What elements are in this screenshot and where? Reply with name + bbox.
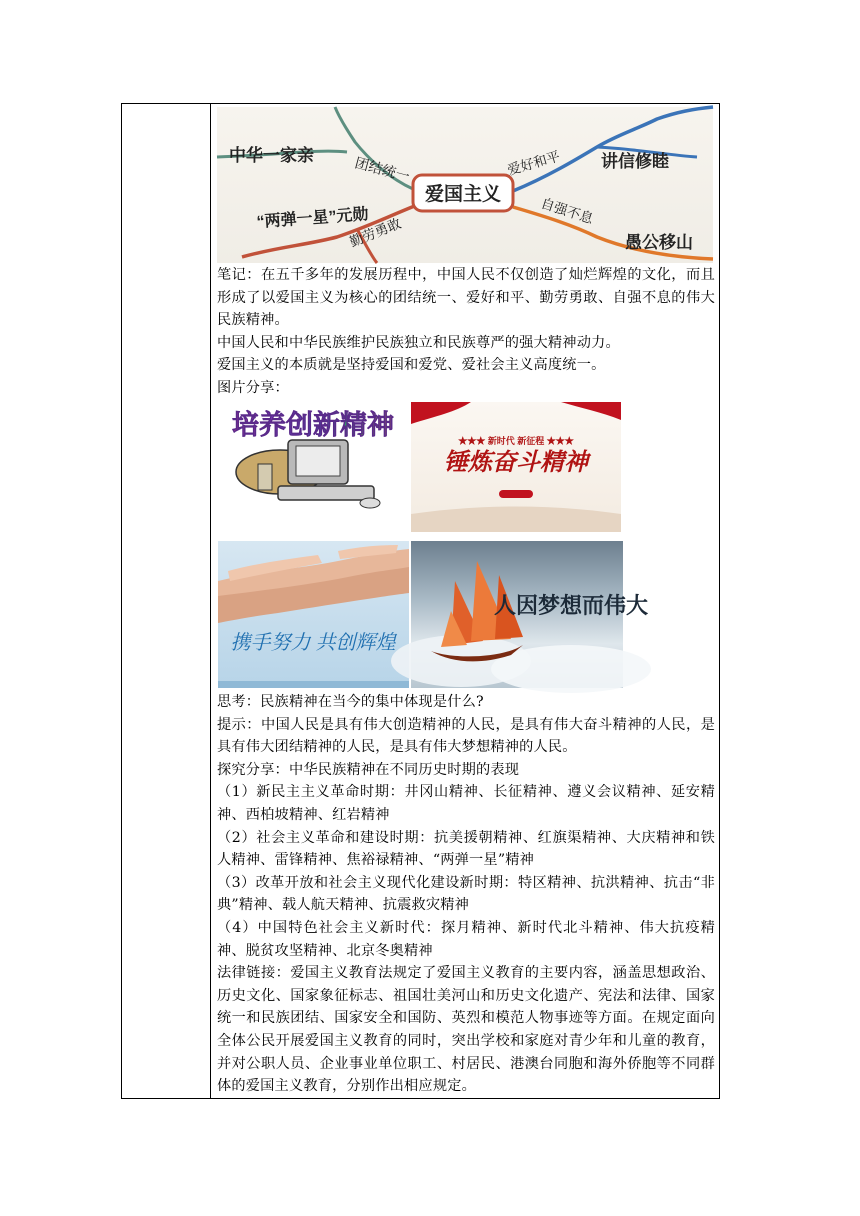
period-4: （4）中国特色社会主义新时代：探月精神、新时代北斗精神、伟大抗疫精神、脱贫攻坚精神、北京冬奥精神 (217, 919, 715, 959)
mindmap-graphic (217, 107, 713, 263)
struggle-subtitle: ★★★ 新时代 新征程 ★★★ (458, 436, 574, 446)
image-struggle (411, 402, 621, 532)
hint-paragraph: 提示：中国人民是具有伟大创造精神的人民，是具有伟大奋斗精神的人民，是具有伟大团结精神的人民，是具有伟大梦想精神的人民。 (217, 716, 715, 756)
note-paragraph: 笔记：在五千多年的发展历程中，中国人民不仅创造了灿烂辉煌的文化，而且形成了以爱国主义为核心的团结统一、爱好和平、勤劳勇敢、自强不息的伟大民族精神。 (217, 267, 715, 329)
image-innovation (218, 402, 408, 512)
branch-label-diligence: 勤劳勇敢 (347, 215, 404, 250)
mindmap-image (217, 107, 713, 263)
innovation-title: 培养创新精神 (232, 410, 394, 440)
period-2: （2）社会主义革命和建设时期：抗美援朝精神、红旗渠精神、大庆精神和铁人精神、雷锋精神、焦裕禄精神、“两弹一星”精神 (217, 829, 715, 869)
content-table (121, 103, 720, 1099)
branch-label-peace: 爱好和平 (505, 148, 562, 178)
computer-clipart-icon (218, 402, 408, 512)
image-hands (218, 541, 409, 688)
explore-heading: 探究分享：中华民族精神在不同历史时期的表现 (217, 761, 520, 778)
leaf-label-4: 愚公移山 (625, 233, 693, 252)
think-question: 思考：民族精神在当今的集中体现是什么? (217, 694, 484, 710)
leaf-label-3: “两弹一星”元勋 (256, 206, 370, 231)
note-line-2: 中国人民和中华民族维护民族独立和民族尊严的强大精神动力。 (217, 334, 620, 351)
picture-share-label: 图片分享： (217, 379, 289, 396)
hands-poster-graphic (218, 541, 409, 688)
notes-section (217, 264, 715, 400)
dream-title: 人因梦想而伟大 (493, 593, 649, 618)
note-line-3: 爱国主义的本质就是坚持爱国和爱党、爱社会主义高度统一。 (217, 357, 606, 374)
period-1: （1）新民主主义革命时期：井冈山精神、长征精神、遵义会议精神、延安精神、西柏坡精神、红岩精神 (217, 784, 715, 823)
dream-ship-graphic (411, 541, 649, 688)
body-section (217, 691, 715, 1098)
leaf-label-1: 中华一家亲 (229, 146, 314, 165)
law-link-paragraph: 法律链接：爱国主义教育法规定了爱国主义教育的主要内容，涵盖思想政治、历史文化、国家象征标志、祖国壮美河山和历史文化遗产、宪法和法律、国家统一和民族团结、国家安全和国防、英烈和模范人物事迹等方面。在规定面向全体公民开展爱国主义教育的同时，突出学校和家庭对青少年和儿童的教育，并对公职人员、企业事业单位职工、村居民、港澳台同胞和海外侨胞等不同群体的爱国主义教育，分别作出相应规定。 (217, 965, 715, 1095)
struggle-title: 锤炼奋斗精神 (444, 450, 588, 476)
hands-title: 携手努力 共创辉煌 (230, 632, 396, 654)
struggle-poster-graphic (411, 402, 621, 532)
column-divider (210, 104, 211, 1098)
period-3: （3）改革开放和社会主义现代化建设新时期：特区精神、抗洪精神、抗击“非典”精神、载人航天精神、抗震救灾精神 (217, 874, 715, 914)
mindmap-center: 爱国主义 (424, 184, 502, 205)
leaf-label-2: 讲信修睦 (601, 152, 669, 171)
image-dream (411, 541, 649, 688)
branch-label-selfreliance: 自强不息 (539, 195, 596, 227)
branch-label-unity: 团结统一 (353, 154, 412, 185)
